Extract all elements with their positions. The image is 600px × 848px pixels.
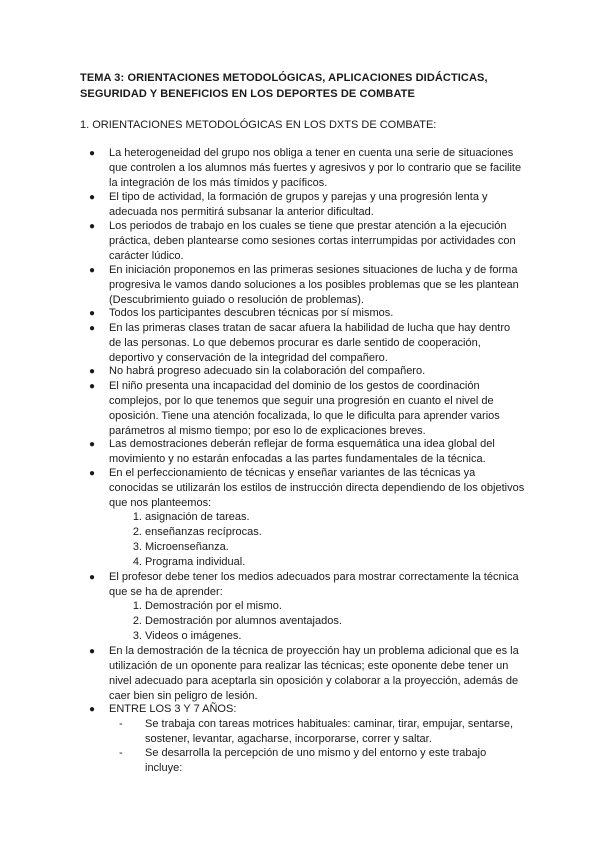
bullet-icon: ● [89, 646, 96, 657]
item-number: 2. [132, 615, 142, 627]
text-line: práctica, deben plantearse como sesiones cortas interrumpidas por actividades con [109, 235, 516, 247]
text-line: que se ha de aprender: [109, 586, 223, 598]
text-line: En la demostración de la técnica de proyección hay un problema adicional que es la [109, 645, 519, 657]
bullet-icon: ● [89, 366, 96, 377]
item-number: 1. [132, 600, 142, 612]
item-text: asignación de tareas. [145, 511, 250, 523]
text-line: deportivo y conservación de la integridad del compañero. [109, 352, 388, 364]
bullet-item [89, 466, 549, 511]
text-line: No habrá progreso adecuado sin la colaboración del compañero. [109, 365, 426, 377]
text-line: Las demostraciones deberán reflejar de forma esquemática una idea global del [109, 438, 495, 450]
bullet-icon: ● [89, 323, 96, 334]
bullet-icon: ● [89, 221, 96, 232]
text-line: movimiento y no estarán enfocadas a las partes fundamentales de la técnica. [109, 453, 486, 465]
text-line: La heterogeneidad del grupo nos obliga a tener en cuenta una serie de situaciones [109, 147, 514, 159]
item-number: 4. [132, 556, 142, 568]
text-line: carácter lúdico. [109, 250, 184, 262]
item-number: 3. [132, 541, 142, 553]
bullet-item [89, 570, 549, 600]
document-title [80, 70, 550, 102]
item-text: Demostración por alumnos aventajados. [145, 615, 342, 627]
bullet-item [89, 219, 549, 264]
numbered-item [132, 629, 242, 644]
text-line: que controlen a los alumnos más fuertes y agresivos y por lo contrario que se facilite [109, 162, 522, 174]
text-line: la integración de los más tímidos y pacíficos. [109, 177, 328, 189]
bullet-item [89, 306, 549, 321]
text-line: El tipo de actividad, la formación de grupos y parejas y una progresión lenta y [109, 191, 488, 203]
bullet-icon: ● [89, 192, 96, 203]
numbered-item [132, 510, 250, 525]
dash-item [119, 717, 555, 747]
bullet-item [89, 702, 549, 717]
item-number: 1. [132, 511, 142, 523]
text-line: de las personas. Lo que debemos procurar es darle sentido de cooperación, [109, 337, 481, 349]
text-line: Los periodos de trabajo en los cuales se tiene que prestar atención a la ejecución [109, 220, 507, 232]
text-line: En iniciación proponemos en las primeras sesiones situaciones de lucha y de forma [109, 264, 518, 276]
item-text: Microenseñanza. [145, 541, 229, 553]
text-line: nivel adecuado para aceptarla sin oposición y colaborar a la proyección, además de [109, 675, 519, 687]
section-heading: 1. ORIENTACIONES METODOLÓGICAS EN LOS DXTS DE COMBATE: [80, 119, 437, 131]
text-line: conocidas se utilizarán los estilos de instrucción directa dependiendo de los objetivos [109, 482, 525, 494]
numbered-item [132, 540, 229, 555]
item-text: Programa individual. [145, 556, 246, 568]
dash-item [119, 746, 555, 776]
title-line-2: SEGURIDAD Y BENEFICIOS EN LOS DEPORTES DE COMBATE [80, 88, 415, 100]
bullet-item [89, 146, 549, 191]
text-line: utilización de un oponente para realizar las técnicas; este oponente debe tener un [109, 660, 509, 672]
text-line: (Descubrimiento guiado o resolución de problemas). [109, 294, 364, 306]
item-text: enseñanzas recíprocas. [145, 526, 262, 538]
text-line: complejos, por lo que tenemos que seguir una progresión en cuanto el nivel de [109, 395, 494, 407]
numbered-item [132, 555, 246, 570]
bullet-icon: ● [89, 439, 96, 450]
text-line: sostener, levantar, agacharse, incorporarse, correr y saltar. [145, 733, 432, 745]
text-line: progresiva le vamos dando soluciones a los posibles problemas que se les plantean [109, 279, 519, 291]
bullet-item [89, 190, 549, 220]
bullet-icon: ● [89, 308, 96, 319]
dash-icon: - [119, 747, 123, 759]
bullet-item [89, 379, 549, 439]
text-line: adecuada nos permitirá subsanar la anterior dificultad. [109, 206, 374, 218]
bullet-icon: ● [89, 148, 96, 159]
item-text: Videos o imágenes. [145, 630, 242, 642]
bullet-item [89, 644, 549, 704]
bullet-icon: ● [89, 381, 96, 392]
text-line: Se desarrolla la percepción de uno mismo y del entorno y este trabajo [145, 747, 487, 759]
text-line: caer bien sin peligro de lesión. [109, 690, 258, 702]
bullet-icon: ● [89, 468, 96, 479]
title-line-1: TEMA 3: ORIENTACIONES METODOLÓGICAS, APLICACIONES DIDÁCTICAS, [80, 72, 488, 84]
text-line: que nos planteemos: [109, 497, 212, 509]
dash-icon: - [119, 718, 123, 730]
bullet-item [89, 321, 549, 366]
text-line: incluye: [145, 762, 183, 774]
text-line: Se trabaja con tareas motrices habituales: caminar, tirar, empujar, sentarse, [145, 718, 514, 730]
text-line: parámetros al mismo tiempo; por eso lo de explicaciones breves. [109, 425, 426, 437]
bullet-item [89, 364, 549, 379]
bullet-icon: ● [89, 265, 96, 276]
text-line: El niño presenta una incapacidad del dominio de los gestos de coordinación [109, 380, 480, 392]
bullet-item [89, 263, 549, 308]
text-line: En el perfeccionamiento de técnicas y enseñar variantes de las técnicas ya [109, 467, 476, 479]
text-line: En las primeras clases tratan de sacar afuera la habilidad de lucha que hay dentro [109, 322, 511, 334]
bullet-icon: ● [89, 704, 96, 715]
item-text: Demostración por el mismo. [145, 600, 282, 612]
text-line: Todos los participantes descubren técnicas por sí mismos. [109, 307, 394, 319]
bullet-item [89, 437, 549, 467]
text-line: ENTRE LOS 3 Y 7 AÑOS: [109, 703, 237, 715]
numbered-item [132, 614, 342, 629]
item-number: 3. [132, 630, 142, 642]
numbered-item [132, 599, 282, 614]
item-number: 2. [132, 526, 142, 538]
text-line: oposición. Tiene una atención focalizada, lo que le dificulta para aprender varios [109, 410, 500, 422]
text-line: El profesor debe tener los medios adecuados para mostrar correctamente la técnica [109, 571, 519, 583]
numbered-item [132, 525, 262, 540]
bullet-icon: ● [89, 572, 96, 583]
